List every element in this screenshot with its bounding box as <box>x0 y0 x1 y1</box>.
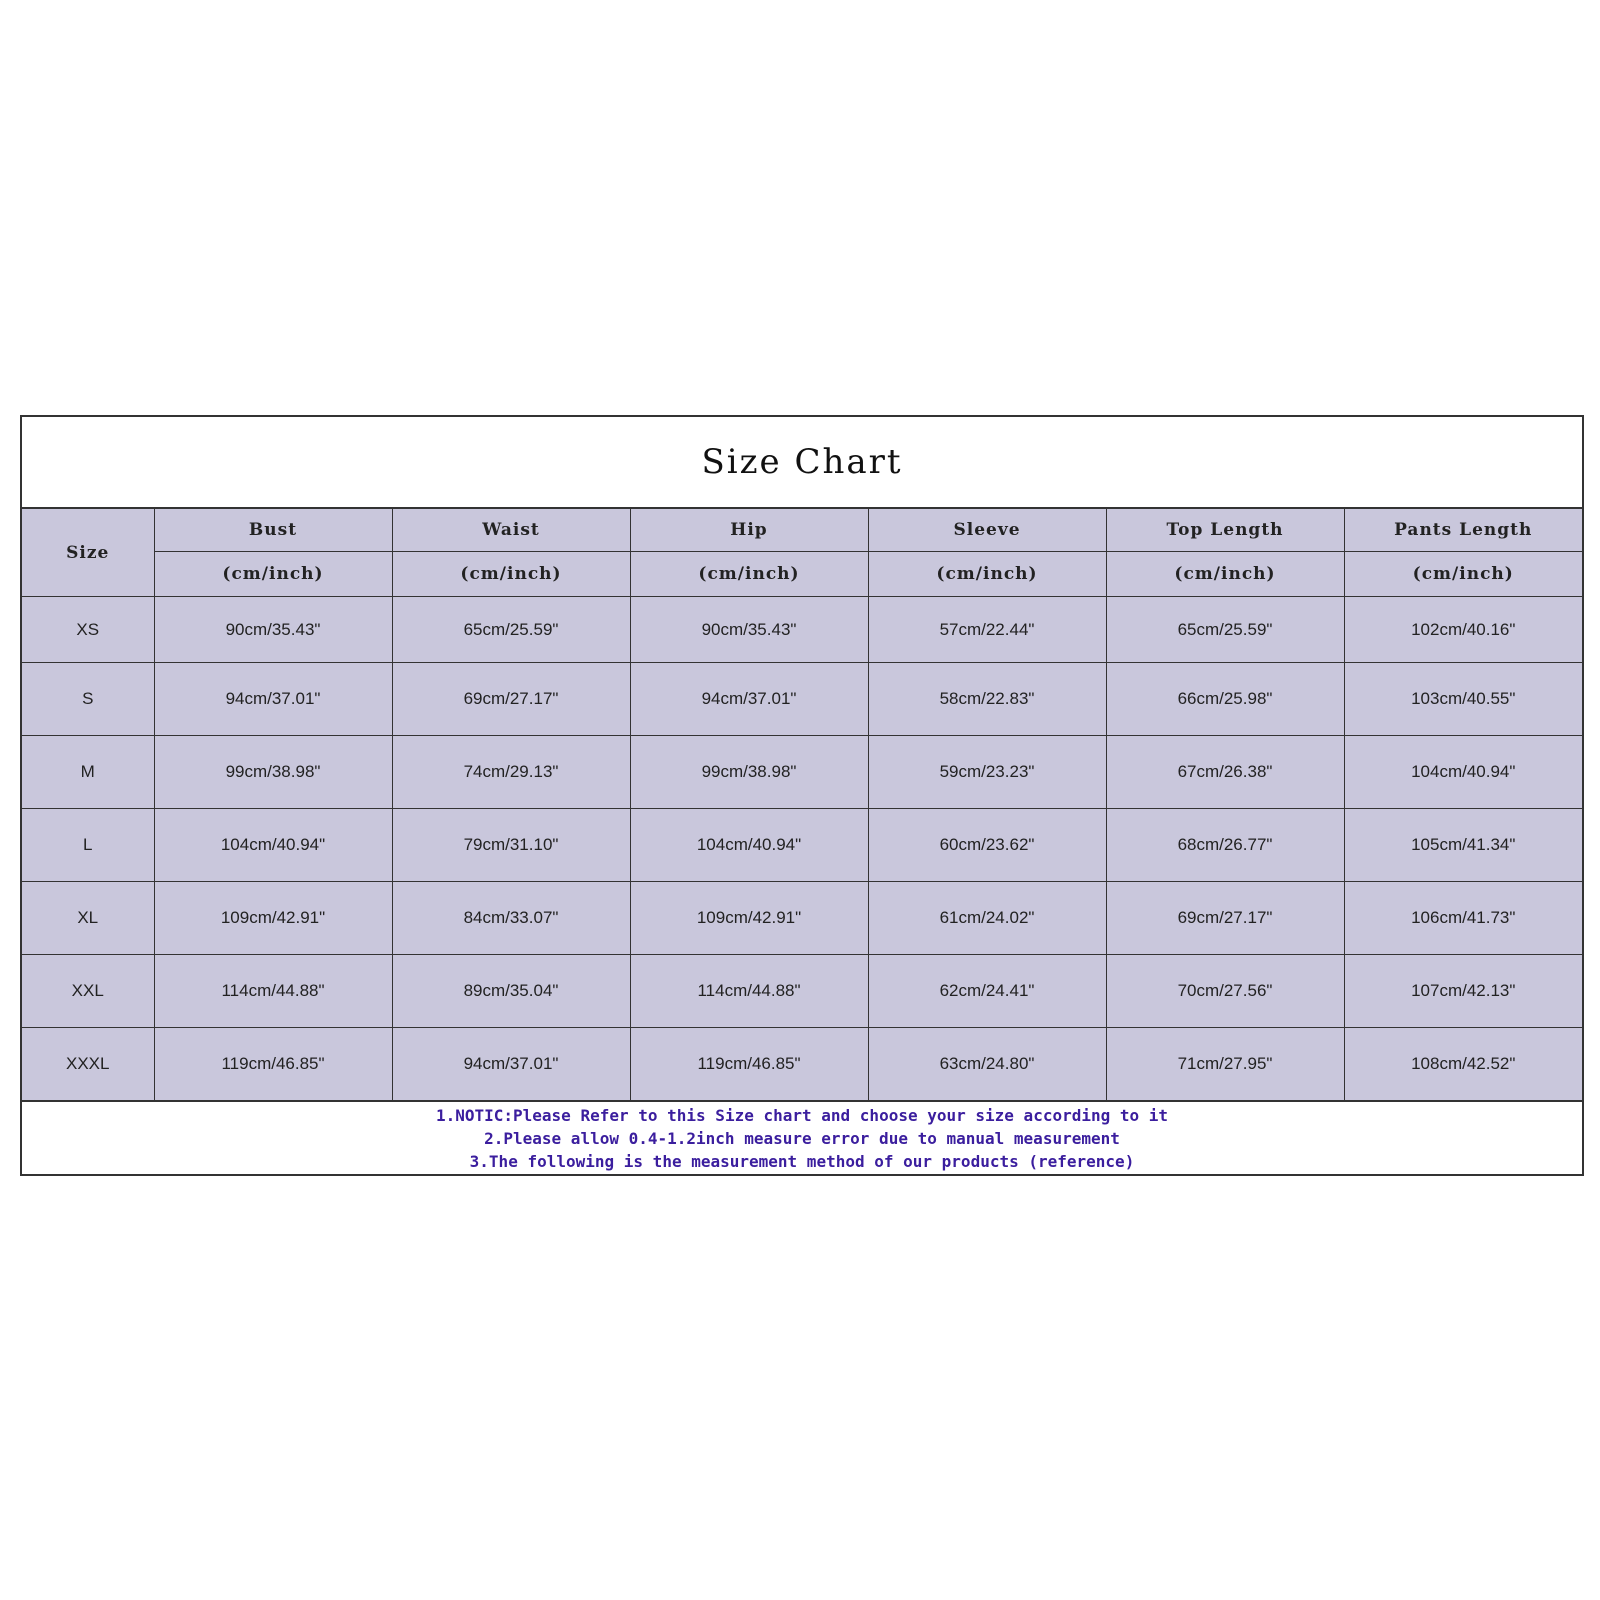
column-header-pants-length: Pants Length <box>1344 509 1582 552</box>
table-row <box>22 882 1582 955</box>
table-cell: 62cm/24.41" <box>868 955 1106 1028</box>
column-header-sleeve: Sleeve <box>868 509 1106 552</box>
unit-label: (cm/inch) <box>154 552 392 597</box>
table-cell: 66cm/25.98" <box>1106 663 1344 736</box>
column-header-bust: Bust <box>154 509 392 552</box>
table-cell: 104cm/40.94" <box>154 809 392 882</box>
table-cell: 94cm/37.01" <box>154 663 392 736</box>
notes-section <box>22 1101 1582 1174</box>
size-cell: L <box>22 809 154 882</box>
table-cell: 89cm/35.04" <box>392 955 630 1028</box>
unit-row <box>22 552 1582 597</box>
table-cell: 114cm/44.88" <box>154 955 392 1028</box>
table-cell: 99cm/38.98" <box>630 736 868 809</box>
table-cell: 119cm/46.85" <box>630 1028 868 1101</box>
table-cell: 104cm/40.94" <box>1344 736 1582 809</box>
table-cell: 114cm/44.88" <box>630 955 868 1028</box>
table-row <box>22 809 1582 882</box>
table-cell: 103cm/40.55" <box>1344 663 1582 736</box>
table-cell: 102cm/40.16" <box>1344 597 1582 663</box>
size-header: Size <box>22 509 154 597</box>
table-cell: 90cm/35.43" <box>154 597 392 663</box>
size-chart <box>20 415 1584 1176</box>
table-cell: 107cm/42.13" <box>1344 955 1582 1028</box>
table-row <box>22 1028 1582 1101</box>
table-cell: 69cm/27.17" <box>392 663 630 736</box>
table-cell: 57cm/22.44" <box>868 597 1106 663</box>
table-cell: 65cm/25.59" <box>392 597 630 663</box>
table-cell: 61cm/24.02" <box>868 882 1106 955</box>
table-cell: 79cm/31.10" <box>392 809 630 882</box>
table-cell: 109cm/42.91" <box>154 882 392 955</box>
table-cell: 94cm/37.01" <box>630 663 868 736</box>
table-cell: 70cm/27.56" <box>1106 955 1344 1028</box>
table-row <box>22 736 1582 809</box>
column-header-top-length: Top Length <box>1106 509 1344 552</box>
table-cell: 109cm/42.91" <box>630 882 868 955</box>
unit-label: (cm/inch) <box>1344 552 1582 597</box>
column-header-waist: Waist <box>392 509 630 552</box>
table-cell: 69cm/27.17" <box>1106 882 1344 955</box>
table-cell: 90cm/35.43" <box>630 597 868 663</box>
unit-label: (cm/inch) <box>392 552 630 597</box>
table-cell: 84cm/33.07" <box>392 882 630 955</box>
table-cell: 106cm/41.73" <box>1344 882 1582 955</box>
note-line: 3.The following is the measurement method of our products (reference) <box>469 1151 1135 1171</box>
table-cell: 65cm/25.59" <box>1106 597 1344 663</box>
size-cell: M <box>22 736 154 809</box>
table-cell: 71cm/27.95" <box>1106 1028 1344 1101</box>
size-cell: XXL <box>22 955 154 1028</box>
table-cell: 60cm/23.62" <box>868 809 1106 882</box>
title-box <box>22 417 1582 509</box>
unit-label: (cm/inch) <box>868 552 1106 597</box>
table-cell: 67cm/26.38" <box>1106 736 1344 809</box>
table-cell: 74cm/29.13" <box>392 736 630 809</box>
chart-title: Size Chart <box>701 442 903 482</box>
table-cell: 119cm/46.85" <box>154 1028 392 1101</box>
size-table <box>22 509 1582 1101</box>
table-cell: 108cm/42.52" <box>1344 1028 1582 1101</box>
unit-label: (cm/inch) <box>630 552 868 597</box>
size-cell: XL <box>22 882 154 955</box>
table-cell: 104cm/40.94" <box>630 809 868 882</box>
note-line: 1.NOTIC:Please Refer to this Size chart and choose your size according to it <box>435 1105 1169 1125</box>
size-cell: S <box>22 663 154 736</box>
table-row <box>22 597 1582 663</box>
table-cell: 105cm/41.34" <box>1344 809 1582 882</box>
size-cell: XXXL <box>22 1028 154 1101</box>
size-cell: XS <box>22 597 154 663</box>
note-line: 2.Please allow 0.4-1.2inch measure error due to manual measurement <box>484 1128 1120 1148</box>
table-cell: 59cm/23.23" <box>868 736 1106 809</box>
table-cell: 99cm/38.98" <box>154 736 392 809</box>
table-row <box>22 663 1582 736</box>
table-row <box>22 955 1582 1028</box>
table-cell: 68cm/26.77" <box>1106 809 1344 882</box>
column-header-hip: Hip <box>630 509 868 552</box>
table-cell: 94cm/37.01" <box>392 1028 630 1101</box>
header-row <box>22 509 1582 552</box>
table-cell: 58cm/22.83" <box>868 663 1106 736</box>
table-cell: 63cm/24.80" <box>868 1028 1106 1101</box>
unit-label: (cm/inch) <box>1106 552 1344 597</box>
